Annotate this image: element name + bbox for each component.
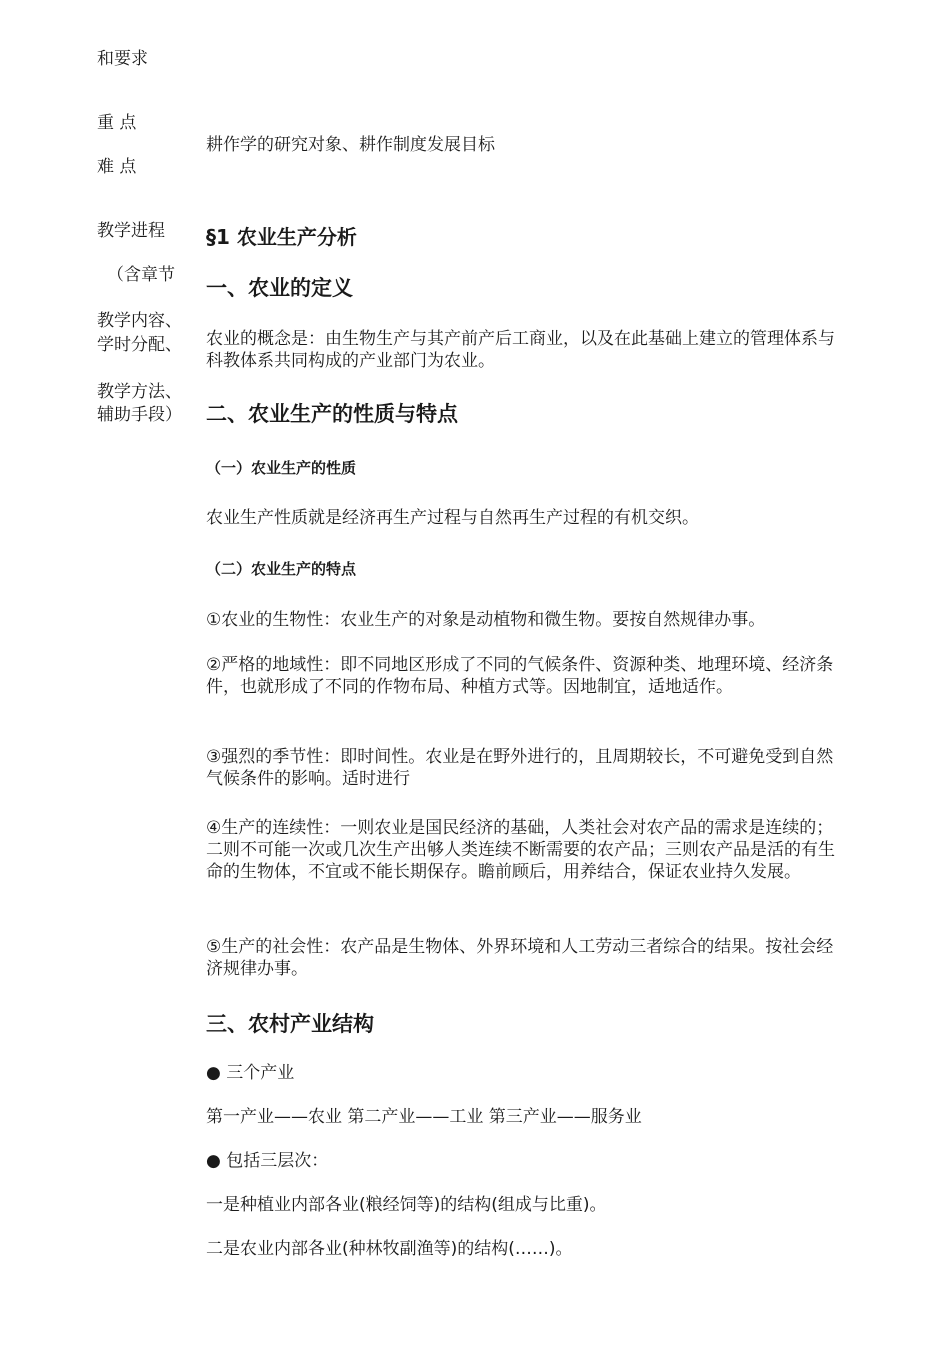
level-2-text: 二是农业内部各业(种林牧副渔等)的结构(……)。 — [206, 1239, 573, 1259]
label-progress-4: 学时分配、 — [97, 335, 182, 355]
part2-sub2: （二）农业生产的特点 — [206, 560, 357, 578]
part2-heading: 二、农业生产的性质与特点 — [206, 402, 458, 426]
bullet-three-levels: ● 包括三层次： — [206, 1151, 329, 1171]
label-difficult-points: 难 点 — [97, 157, 137, 177]
feature-item-2: ②严格的地域性：即不同地区形成了不同的气候条件、资源种类、地理环境、经济条件，也就形成了不同的作物布局、种植方式等。因地制宜，适地适作。 — [206, 655, 834, 697]
section-title: §1 农业生产分析 — [206, 225, 357, 249]
label-progress-6: 辅助手段） — [97, 405, 182, 425]
label-progress-5: 教学方法、 — [97, 382, 182, 402]
feature-item-4: ④生产的连续性：一则农业是国民经济的基础，人类社会对农产品的需求是连续的；二则不可能一次或几次生产出够人类连续不断需要的农产品；三则农产品是活的有生命的生物体，不宜或不能长期保存。瞻前顾后，用养结合，保证农业持久发展。 — [206, 818, 835, 882]
label-progress-1: 教学进程 — [97, 221, 165, 241]
label-progress-3: 教学内容、 — [97, 311, 182, 331]
label-requirements: 和要求 — [97, 49, 148, 69]
part1-text: 农业的概念是：由生物生产与其产前产后工商业，以及在此基础上建立的管理体系与科教体系共同构成的产业部门为农业。 — [206, 329, 835, 371]
part2-sub1-text: 农业生产性质就是经济再生产过程与自然再生产过程的有机交织。 — [206, 508, 699, 528]
part1-heading: 一、农业的定义 — [206, 276, 353, 300]
industries-line: 第一产业——农业 第二产业——工业 第三产业——服务业 — [206, 1107, 642, 1127]
key-difficult-text: 耕作学的研究对象、耕作制度发展目标 — [206, 135, 495, 155]
bullet-three-industries: ● 三个产业 — [206, 1063, 295, 1083]
feature-item-3: ③强烈的季节性：即时间性。农业是在野外进行的，且周期较长，不可避免受到自然气候条件的影响。适时进行 — [206, 747, 834, 789]
level-1-text: 一是种植业内部各业(粮经饲等)的结构(组成与比重)。 — [206, 1195, 607, 1215]
label-progress-2: （含章节 — [107, 265, 175, 285]
part2-sub1: （一）农业生产的性质 — [206, 459, 357, 477]
part3-heading: 三、农村产业结构 — [206, 1012, 374, 1036]
label-key-points: 重 点 — [97, 113, 137, 133]
feature-item-1: ①农业的生物性：农业生产的对象是动植物和微生物。要按自然规律办事。 — [206, 610, 766, 630]
feature-item-5: ⑤生产的社会性：农产品是生物体、外界环境和人工劳动三者综合的结果。按社会经济规律办事。 — [206, 937, 834, 979]
